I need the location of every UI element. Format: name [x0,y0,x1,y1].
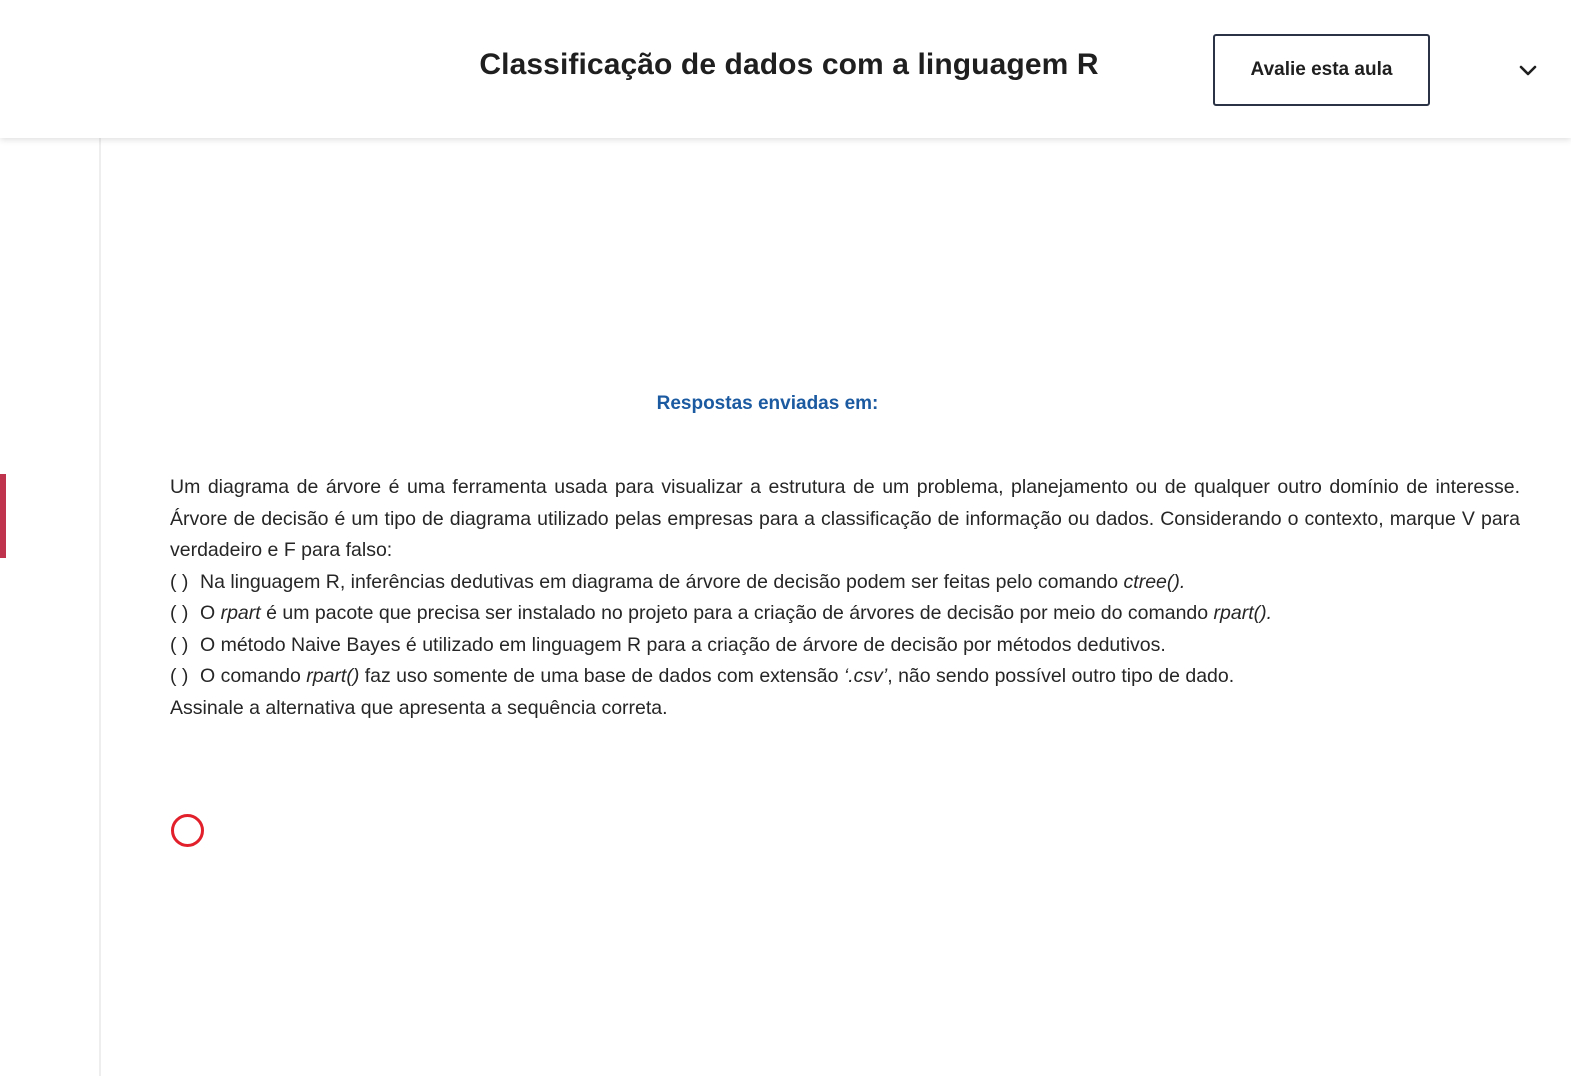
statement-paren: ( ) [170,602,189,624]
statement-text: O método Naive Bayes é utilizado em linguagem R para a criação de árvore de decisão por métodos dedutivos. [200,633,1166,656]
statement-code: rpart(). [1213,602,1273,624]
statement-code: ‘.csv’ [843,665,888,687]
statement-text: faz uso somente de uma base de dados com extensão [359,665,844,687]
statement-2 [170,598,1520,630]
statement-4 [170,661,1520,693]
question-closing: Assinale a alternativa que apresenta a sequência correta. [170,696,668,719]
statement-1 [170,567,1520,599]
statement-text: O [200,602,221,624]
statement-paren: ( ) [170,570,189,593]
statement-paren: ( ) [170,665,189,687]
chevron-down-icon[interactable] [1516,58,1540,82]
statement-code: rpart [220,602,261,624]
statement-text: é um pacote que precisa ser instalado no projeto para a criação de árvores de decisão por meio do comando [260,602,1214,624]
rate-lesson-button[interactable]: Avalie esta aula [1213,34,1430,106]
statement-text: Na linguagem R, inferências dedutivas em diagrama de árvore de decisão podem ser feitas pelo comando [200,570,1124,593]
statement-code: rpart() [306,665,360,687]
question-text [170,472,1520,724]
statement-text: O comando [200,665,307,687]
statement-code: ctree(). [1123,570,1186,593]
content-divider [99,138,101,1076]
statement-3 [170,630,1520,662]
lesson-header [0,0,1571,138]
statement-text: , não sendo possível outro tipo de dado. [887,665,1235,687]
question-intro: Um diagrama de árvore é uma ferramenta usada para visualizar a estrutura de um problema, planejamento ou de qualquer outro domínio de interesse. Árvore de decisão é um tipo de diagrama utilizado pelas empresas para a classificação de informação ou dados. Considerando o contexto, marque V para verdadeiro e F para falso: [170,476,1520,561]
page-title: Classificação de dados com a linguagem R [479,48,1099,81]
answers-sent-label: Respostas enviadas em: [656,393,879,414]
active-question-indicator [0,474,6,558]
statement-paren: ( ) [170,633,189,656]
answer-radio-option[interactable] [171,814,204,847]
